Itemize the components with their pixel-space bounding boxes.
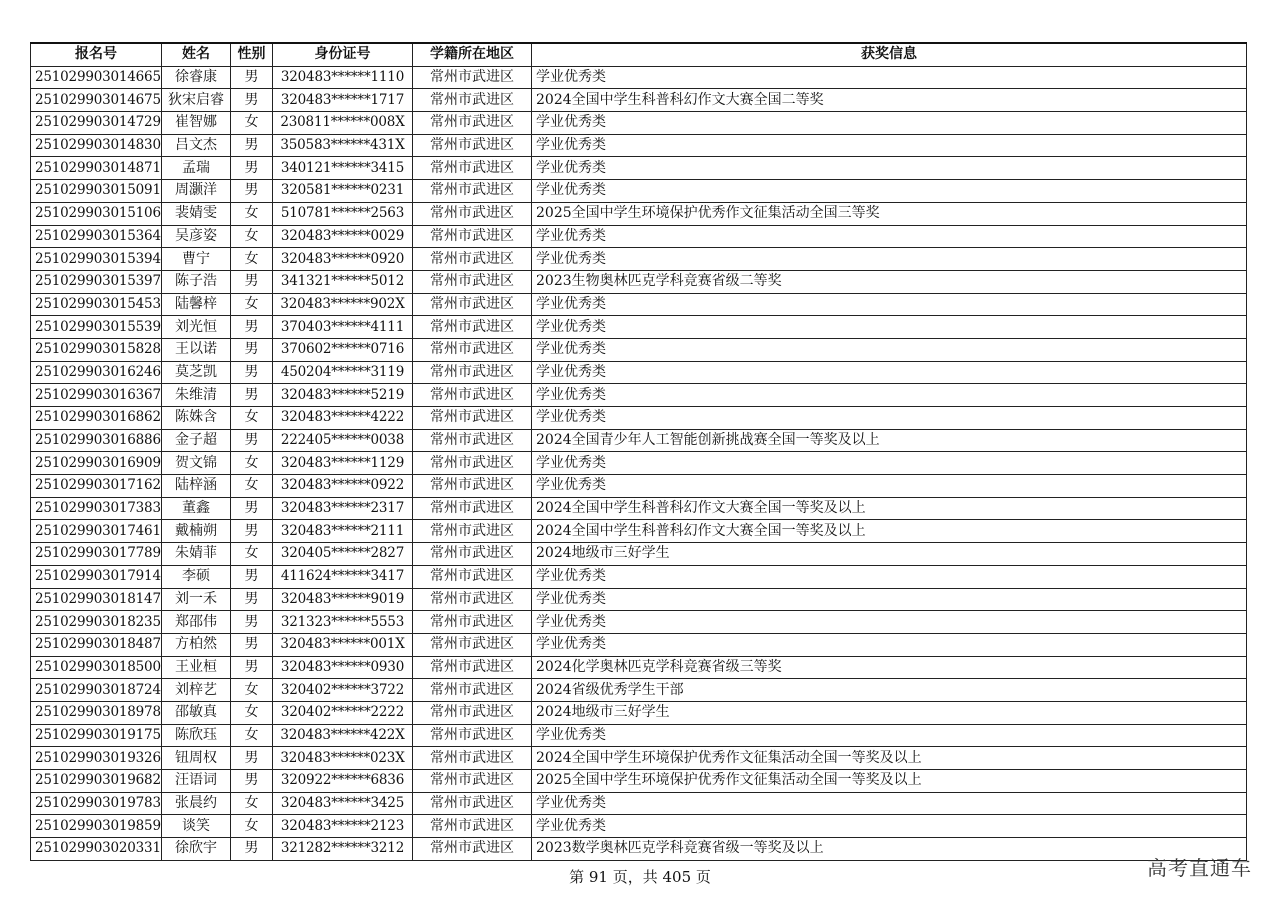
name-cell: 孟瑞 <box>162 157 231 180</box>
id-number-cell: 320483******0029 <box>273 225 413 248</box>
id-number-cell: 320483******0920 <box>273 248 413 271</box>
region-cell: 常州市武进区 <box>413 134 532 157</box>
award-info-cell: 学业优秀类 <box>532 66 1247 89</box>
gender-cell: 男 <box>231 770 273 793</box>
region-cell: 常州市武进区 <box>413 384 532 407</box>
registration-number-cell: 251029903017383 <box>31 497 162 520</box>
gender-cell: 女 <box>231 248 273 271</box>
header-gender: 性别 <box>231 43 273 66</box>
award-info-cell: 学业优秀类 <box>532 452 1247 475</box>
table-row <box>31 656 1247 679</box>
award-info-cell: 2024全国中学生科普科幻作文大赛全国一等奖及以上 <box>532 520 1247 543</box>
id-number-cell: 320483******001X <box>273 633 413 656</box>
award-list-table <box>30 42 1247 861</box>
table-row <box>31 134 1247 157</box>
region-cell: 常州市武进区 <box>413 815 532 838</box>
id-number-cell: 320483******1129 <box>273 452 413 475</box>
id-number-cell: 320483******1110 <box>273 66 413 89</box>
name-cell: 董鑫 <box>162 497 231 520</box>
award-info-cell: 学业优秀类 <box>532 384 1247 407</box>
id-number-cell: 320402******2222 <box>273 701 413 724</box>
watermark-text: 高考直通车 <box>1147 856 1252 880</box>
name-cell: 吴彦姿 <box>162 225 231 248</box>
gender-cell: 男 <box>231 361 273 384</box>
table-row <box>31 225 1247 248</box>
registration-number-cell: 251029903014675 <box>31 89 162 112</box>
gender-cell: 男 <box>231 565 273 588</box>
name-cell: 朱婧菲 <box>162 543 231 566</box>
name-cell: 王以诺 <box>162 338 231 361</box>
region-cell: 常州市武进区 <box>413 112 532 135</box>
name-cell: 陆梓涵 <box>162 475 231 498</box>
award-info-cell: 学业优秀类 <box>532 815 1247 838</box>
award-info-cell: 学业优秀类 <box>532 633 1247 656</box>
gender-cell: 男 <box>231 66 273 89</box>
registration-number-cell: 251029903015091 <box>31 180 162 203</box>
table-row <box>31 180 1247 203</box>
name-cell: 钮周权 <box>162 747 231 770</box>
name-cell: 狄宋启睿 <box>162 89 231 112</box>
registration-number-cell: 251029903018487 <box>31 633 162 656</box>
registration-number-cell: 251029903017461 <box>31 520 162 543</box>
table-row <box>31 248 1247 271</box>
table-row <box>31 497 1247 520</box>
registration-number-cell: 251029903014830 <box>31 134 162 157</box>
award-info-cell: 学业优秀类 <box>532 588 1247 611</box>
id-number-cell: 320581******0231 <box>273 180 413 203</box>
region-cell: 常州市武进区 <box>413 565 532 588</box>
id-number-cell: 411624******3417 <box>273 565 413 588</box>
region-cell: 常州市武进区 <box>413 770 532 793</box>
gender-cell: 女 <box>231 724 273 747</box>
award-info-cell: 学业优秀类 <box>532 792 1247 815</box>
id-number-cell: 320483******422X <box>273 724 413 747</box>
gender-cell: 女 <box>231 815 273 838</box>
name-cell: 王业桓 <box>162 656 231 679</box>
id-number-cell: 320483******0922 <box>273 475 413 498</box>
award-info-cell: 2024全国中学生环境保护优秀作文征集活动全国一等奖及以上 <box>532 747 1247 770</box>
id-number-cell: 320483******2317 <box>273 497 413 520</box>
registration-number-cell: 251029903015453 <box>31 293 162 316</box>
registration-number-cell: 251029903015539 <box>31 316 162 339</box>
award-info-cell: 2025全国中学生环境保护优秀作文征集活动全国一等奖及以上 <box>532 770 1247 793</box>
gender-cell: 女 <box>231 225 273 248</box>
gender-cell: 女 <box>231 792 273 815</box>
region-cell: 常州市武进区 <box>413 361 532 384</box>
table-row <box>31 407 1247 430</box>
registration-number-cell: 251029903014729 <box>31 112 162 135</box>
name-cell: 崔智娜 <box>162 112 231 135</box>
region-cell: 常州市武进区 <box>413 679 532 702</box>
gender-cell: 男 <box>231 656 273 679</box>
gender-cell: 男 <box>231 838 273 861</box>
header-name: 姓名 <box>162 43 231 66</box>
region-cell: 常州市武进区 <box>413 407 532 430</box>
registration-number-cell: 251029903017914 <box>31 565 162 588</box>
gender-cell: 男 <box>231 384 273 407</box>
registration-number-cell: 251029903019326 <box>31 747 162 770</box>
region-cell: 常州市武进区 <box>413 225 532 248</box>
table-row <box>31 792 1247 815</box>
gender-cell: 男 <box>231 89 273 112</box>
region-cell: 常州市武进区 <box>413 66 532 89</box>
region-cell: 常州市武进区 <box>413 157 532 180</box>
id-number-cell: 320483******5219 <box>273 384 413 407</box>
registration-number-cell: 251029903015364 <box>31 225 162 248</box>
registration-number-cell: 251029903016367 <box>31 384 162 407</box>
gender-cell: 女 <box>231 407 273 430</box>
gender-cell: 女 <box>231 293 273 316</box>
gender-cell: 男 <box>231 611 273 634</box>
award-info-cell: 2023生物奥林匹克学科竞赛省级二等奖 <box>532 270 1247 293</box>
registration-number-cell: 251029903019682 <box>31 770 162 793</box>
gender-cell: 男 <box>231 270 273 293</box>
registration-number-cell: 251029903020331 <box>31 838 162 861</box>
table-row <box>31 770 1247 793</box>
id-number-cell: 450204******3119 <box>273 361 413 384</box>
region-cell: 常州市武进区 <box>413 633 532 656</box>
gender-cell: 男 <box>231 588 273 611</box>
award-info-cell: 2024全国中学生科普科幻作文大赛全国一等奖及以上 <box>532 497 1247 520</box>
id-number-cell: 320483******0930 <box>273 656 413 679</box>
region-cell: 常州市武进区 <box>413 180 532 203</box>
registration-number-cell: 251029903016886 <box>31 429 162 452</box>
table-row <box>31 724 1247 747</box>
name-cell: 曹宁 <box>162 248 231 271</box>
registration-number-cell: 251029903016909 <box>31 452 162 475</box>
id-number-cell: 320483******9019 <box>273 588 413 611</box>
id-number-cell: 340121******3415 <box>273 157 413 180</box>
table-row <box>31 112 1247 135</box>
header-id-number: 身份证号 <box>273 43 413 66</box>
region-cell: 常州市武进区 <box>413 838 532 861</box>
table-row <box>31 747 1247 770</box>
name-cell: 徐欣宇 <box>162 838 231 861</box>
table-row <box>31 679 1247 702</box>
header-award-info: 获奖信息 <box>532 43 1247 66</box>
region-cell: 常州市武进区 <box>413 452 532 475</box>
id-number-cell: 320402******3722 <box>273 679 413 702</box>
id-number-cell: 230811******008X <box>273 112 413 135</box>
table-row <box>31 475 1247 498</box>
region-cell: 常州市武进区 <box>413 270 532 293</box>
table-row <box>31 701 1247 724</box>
id-number-cell: 321323******5553 <box>273 611 413 634</box>
region-cell: 常州市武进区 <box>413 701 532 724</box>
award-info-cell: 学业优秀类 <box>532 180 1247 203</box>
name-cell: 刘一禾 <box>162 588 231 611</box>
registration-number-cell: 251029903017789 <box>31 543 162 566</box>
award-info-cell: 学业优秀类 <box>532 248 1247 271</box>
id-number-cell: 222405******0038 <box>273 429 413 452</box>
id-number-cell: 370403******4111 <box>273 316 413 339</box>
award-info-cell: 学业优秀类 <box>532 475 1247 498</box>
registration-number-cell: 251029903016246 <box>31 361 162 384</box>
table-row <box>31 202 1247 225</box>
award-info-cell: 2024省级优秀学生干部 <box>532 679 1247 702</box>
region-cell: 常州市武进区 <box>413 747 532 770</box>
gender-cell: 男 <box>231 180 273 203</box>
table-row <box>31 588 1247 611</box>
name-cell: 刘梓艺 <box>162 679 231 702</box>
award-info-cell: 学业优秀类 <box>532 565 1247 588</box>
gender-cell: 女 <box>231 701 273 724</box>
table-row <box>31 316 1247 339</box>
award-info-cell: 学业优秀类 <box>532 134 1247 157</box>
registration-number-cell: 251029903014665 <box>31 66 162 89</box>
name-cell: 徐睿康 <box>162 66 231 89</box>
registration-number-cell: 251029903018500 <box>31 656 162 679</box>
id-number-cell: 320483******1717 <box>273 89 413 112</box>
gender-cell: 男 <box>231 747 273 770</box>
id-number-cell: 320483******3425 <box>273 792 413 815</box>
name-cell: 周灏洋 <box>162 180 231 203</box>
table-body <box>31 66 1247 860</box>
name-cell: 汪语词 <box>162 770 231 793</box>
id-number-cell: 320483******2111 <box>273 520 413 543</box>
registration-number-cell: 251029903015106 <box>31 202 162 225</box>
gender-cell: 男 <box>231 338 273 361</box>
id-number-cell: 350583******431X <box>273 134 413 157</box>
registration-number-cell: 251029903015394 <box>31 248 162 271</box>
registration-number-cell: 251029903014871 <box>31 157 162 180</box>
table-row <box>31 429 1247 452</box>
region-cell: 常州市武进区 <box>413 475 532 498</box>
name-cell: 陈欣珏 <box>162 724 231 747</box>
gender-cell: 女 <box>231 475 273 498</box>
name-cell: 陆馨梓 <box>162 293 231 316</box>
header-region: 学籍所在地区 <box>413 43 532 66</box>
table-row <box>31 611 1247 634</box>
name-cell: 陈子浩 <box>162 270 231 293</box>
gender-cell: 女 <box>231 679 273 702</box>
page-footer <box>0 866 1280 887</box>
gender-cell: 男 <box>231 157 273 180</box>
gender-cell: 女 <box>231 112 273 135</box>
award-info-cell: 2024全国青少年人工智能创新挑战赛全国一等奖及以上 <box>532 429 1247 452</box>
region-cell: 常州市武进区 <box>413 293 532 316</box>
award-info-cell: 学业优秀类 <box>532 361 1247 384</box>
name-cell: 邵敏真 <box>162 701 231 724</box>
table-row <box>31 157 1247 180</box>
id-number-cell: 320405******2827 <box>273 543 413 566</box>
table-row <box>31 543 1247 566</box>
table-row <box>31 361 1247 384</box>
table-row <box>31 633 1247 656</box>
table-row <box>31 270 1247 293</box>
name-cell: 李硕 <box>162 565 231 588</box>
table-row <box>31 384 1247 407</box>
table-header <box>31 43 1247 66</box>
table-row <box>31 565 1247 588</box>
registration-number-cell: 251029903018235 <box>31 611 162 634</box>
region-cell: 常州市武进区 <box>413 338 532 361</box>
award-info-cell: 学业优秀类 <box>532 112 1247 135</box>
award-info-cell: 2024全国中学生科普科幻作文大赛全国二等奖 <box>532 89 1247 112</box>
registration-number-cell: 251029903019175 <box>31 724 162 747</box>
gender-cell: 女 <box>231 452 273 475</box>
id-number-cell: 320483******023X <box>273 747 413 770</box>
region-cell: 常州市武进区 <box>413 588 532 611</box>
name-cell: 莫芝凯 <box>162 361 231 384</box>
region-cell: 常州市武进区 <box>413 656 532 679</box>
id-number-cell: 320922******6836 <box>273 770 413 793</box>
award-info-cell: 2025全国中学生环境保护优秀作文征集活动全国三等奖 <box>532 202 1247 225</box>
award-info-cell: 2024化学奥林匹克学科竞赛省级三等奖 <box>532 656 1247 679</box>
gender-cell: 女 <box>231 202 273 225</box>
award-info-cell: 学业优秀类 <box>532 157 1247 180</box>
registration-number-cell: 251029903017162 <box>31 475 162 498</box>
registration-number-cell: 251029903016862 <box>31 407 162 430</box>
region-cell: 常州市武进区 <box>413 724 532 747</box>
id-number-cell: 320483******2123 <box>273 815 413 838</box>
header-row <box>31 43 1247 66</box>
region-cell: 常州市武进区 <box>413 792 532 815</box>
award-info-cell: 2024地级市三好学生 <box>532 543 1247 566</box>
name-cell: 刘光恒 <box>162 316 231 339</box>
name-cell: 张晨约 <box>162 792 231 815</box>
table-row <box>31 338 1247 361</box>
region-cell: 常州市武进区 <box>413 429 532 452</box>
id-number-cell: 320483******902X <box>273 293 413 316</box>
registration-number-cell: 251029903019859 <box>31 815 162 838</box>
id-number-cell: 370602******0716 <box>273 338 413 361</box>
name-cell: 朱维清 <box>162 384 231 407</box>
gender-cell: 男 <box>231 429 273 452</box>
gender-cell: 女 <box>231 543 273 566</box>
name-cell: 郑邵伟 <box>162 611 231 634</box>
award-info-cell: 学业优秀类 <box>532 407 1247 430</box>
table-row <box>31 452 1247 475</box>
region-cell: 常州市武进区 <box>413 543 532 566</box>
name-cell: 金子超 <box>162 429 231 452</box>
table-row <box>31 66 1247 89</box>
name-cell: 贺文锦 <box>162 452 231 475</box>
region-cell: 常州市武进区 <box>413 497 532 520</box>
table-row <box>31 293 1247 316</box>
registration-number-cell: 251029903018978 <box>31 701 162 724</box>
registration-number-cell: 251029903018724 <box>31 679 162 702</box>
id-number-cell: 510781******2563 <box>273 202 413 225</box>
region-cell: 常州市武进区 <box>413 89 532 112</box>
registration-number-cell: 251029903015828 <box>31 338 162 361</box>
name-cell: 吕文杰 <box>162 134 231 157</box>
region-cell: 常州市武进区 <box>413 248 532 271</box>
id-number-cell: 320483******4222 <box>273 407 413 430</box>
gender-cell: 男 <box>231 520 273 543</box>
region-cell: 常州市武进区 <box>413 611 532 634</box>
award-info-cell: 2024地级市三好学生 <box>532 701 1247 724</box>
table-row <box>31 89 1247 112</box>
registration-number-cell: 251029903019783 <box>31 792 162 815</box>
award-info-cell: 学业优秀类 <box>532 293 1247 316</box>
table-row <box>31 838 1247 861</box>
name-cell: 陈姝含 <box>162 407 231 430</box>
table-row <box>31 815 1247 838</box>
award-info-cell: 学业优秀类 <box>532 724 1247 747</box>
award-info-cell: 学业优秀类 <box>532 316 1247 339</box>
award-info-cell: 学业优秀类 <box>532 611 1247 634</box>
award-info-cell: 2023数学奥林匹克学科竞赛省级一等奖及以上 <box>532 838 1247 861</box>
header-registration-number: 报名号 <box>31 43 162 66</box>
region-cell: 常州市武进区 <box>413 202 532 225</box>
gender-cell: 男 <box>231 633 273 656</box>
name-cell: 裴婧雯 <box>162 202 231 225</box>
id-number-cell: 321282******3212 <box>273 838 413 861</box>
gender-cell: 男 <box>231 497 273 520</box>
name-cell: 方柏然 <box>162 633 231 656</box>
name-cell: 戴楠朔 <box>162 520 231 543</box>
gender-cell: 男 <box>231 316 273 339</box>
name-cell: 谈笑 <box>162 815 231 838</box>
registration-number-cell: 251029903018147 <box>31 588 162 611</box>
region-cell: 常州市武进区 <box>413 520 532 543</box>
region-cell: 常州市武进区 <box>413 316 532 339</box>
id-number-cell: 341321******5012 <box>273 270 413 293</box>
gender-cell: 男 <box>231 134 273 157</box>
table-row <box>31 520 1247 543</box>
page-number-text: 第 91 页，共 405 页 <box>569 868 711 886</box>
award-info-cell: 学业优秀类 <box>532 225 1247 248</box>
registration-number-cell: 251029903015397 <box>31 270 162 293</box>
award-info-cell: 学业优秀类 <box>532 338 1247 361</box>
